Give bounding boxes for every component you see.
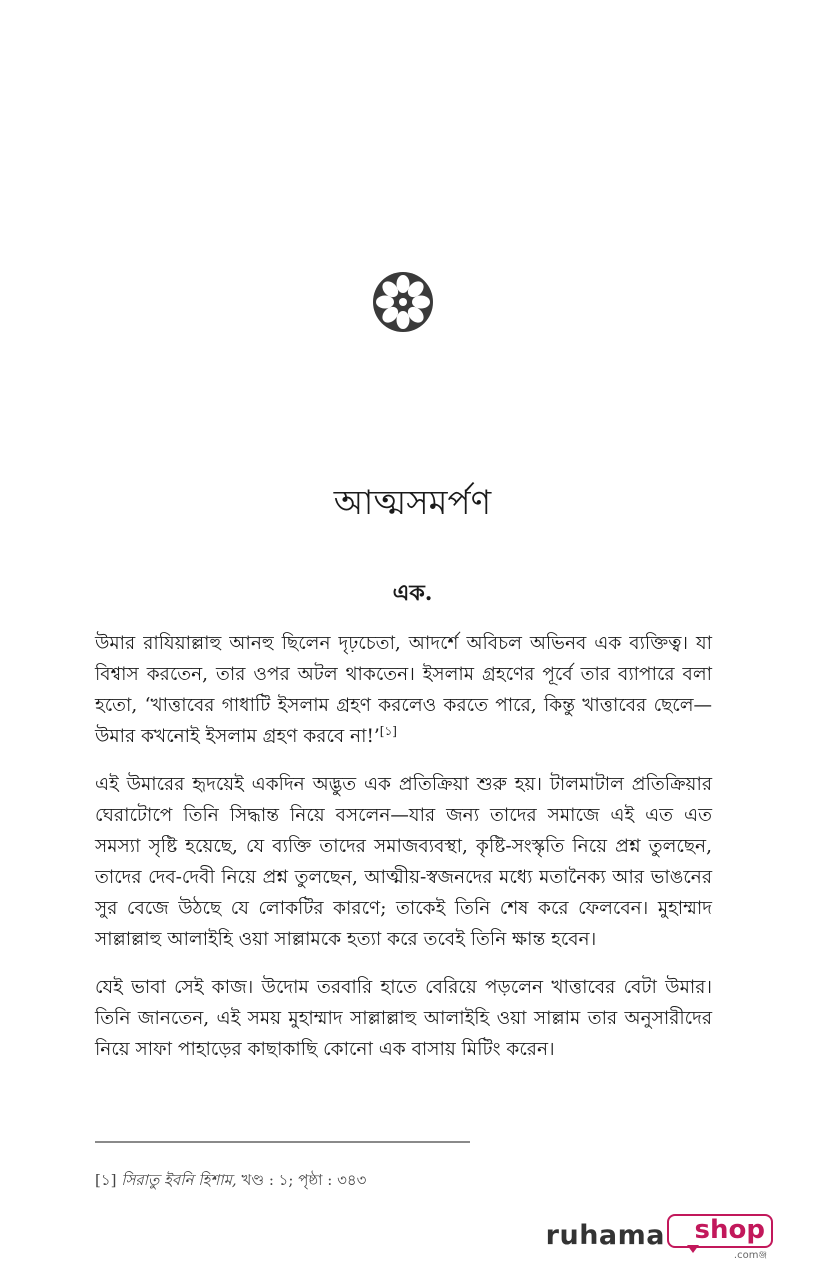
paragraph-text: উমার রাযিয়াল্লাহু আনহু ছিলেন দৃঢ়চেতা, আদর্শে অবিচল অভিনব এক ব্যক্তিত্ব। যা বিশ্বাস করতেন, তার ওপর অটল থাকতেন। ইসলাম গ্রহণের পূর্বে তার ব্যাপারে বলা হতো, ‘খাত্তাবের গাধাটি ইসলাম গ্রহণ করলেও করতে পারে, কিন্তু খাত্তাবের ছেলে—উমার কখনোই ইসলাম গ্রহণ করবে না!’ [95, 633, 712, 747]
paragraph [95, 972, 712, 1065]
logo-domain: .comঞ্জ [733, 1250, 767, 1261]
logo-name: ruhama [545, 1220, 665, 1251]
section-heading: এক. [392, 580, 433, 606]
footnote-marker: [১] [95, 1171, 117, 1189]
chapter-title: আত্মসমর্পণ [333, 483, 492, 523]
paragraph-text: যেই ভাবা সেই কাজ। উদোম তরবারি হাতে বেরিয়ে পড়লেন খাত্তাবের বেটা উমার। তিনি জানতেন, এই সময় মুহাম্মাদ সাল্লাল্লাহু আলাইহি ওয়া সাল্লাম তার অনুসারীদের নিয়ে সাফা পাহাড়ের কাছাকাছি কোনো এক বাসায় মিটিং করেন। [95, 977, 712, 1060]
footnote-source: সিরাতু ইবনি হিশাম, [121, 1171, 237, 1189]
body-text [95, 628, 712, 1082]
logo-shop-text: shop [694, 1215, 765, 1245]
footnote-reference[interactable]: [১] [379, 723, 397, 738]
paragraph [95, 769, 712, 955]
paragraph [95, 628, 712, 752]
paragraph-text: এই উমারের হৃদয়েই একদিন অদ্ভুত এক প্রতিক্রিয়া শুরু হয়। টালমাটাল প্রতিক্রিয়ার ঘেরাটোপে তিনি সিদ্ধান্ত নিয়ে বসলেন—যার জন্য তাদের সমাজে এই এত এত সমস্যা সৃষ্টি হয়েছে, যে ব্যক্তি তাদের সমাজব্যবস্থা, কৃষ্টি-সংস্কৃতি নিয়ে প্রশ্ন তুলছেন, তাদের দেব-দেবী নিয়ে প্রশ্ন তুলছেন, আত্মীয়-স্বজনদের মধ্যে মতানৈক্য আর ভাঙনের সুর বেজে উঠছে যে লোকটির কারণে; তাকেই তিনি শেষ করে ফেলবেন। মুহাম্মাদ সাল্লাল্লাহু আলাইহি ওয়া সাল্লামকে হত্যা করে তবেই তিনি ক্ষান্ত হবেন। [95, 774, 712, 950]
footnote [95, 1168, 595, 1192]
flower-ornament-icon [371, 270, 435, 334]
footnote-detail: খণ্ড : ১; পৃষ্ঠা : ৩৪৩ [241, 1171, 367, 1189]
logo-badge-tail [687, 1245, 699, 1253]
footnote-divider [95, 1141, 470, 1143]
